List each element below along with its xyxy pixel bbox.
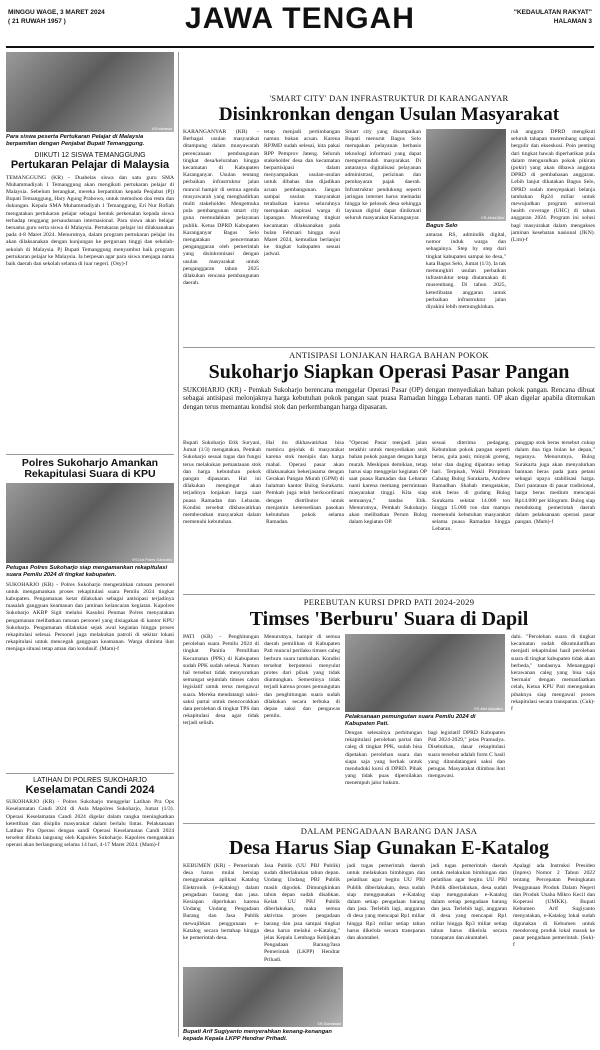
article-headline: Desa Harus Siap Gunakan E-Katalog: [228, 837, 550, 859]
article-lead: SUKOHARJO (KR) - Pemkab Sukoharjo berencana menggelar Operasi Pasar (OP) dengan menyediakan bahan pokok pangan. Rencana dibuat sebagai antisipasi melonjaknya harga kebutuhan pokok pangan saat puasa Ramadan hingga Lebaran nanti. OP akan digelar apabila ditemukan dengan terus memantau kondisi stok dan perkembangan harga dipasaran.: [183, 386, 595, 411]
article-headline: Pertukaran Pelajar di Malaysia: [10, 159, 170, 171]
masthead-rule: [6, 46, 594, 48]
article-body: SUKOHARJO (KR) - Polres Sukoharjo mengerahkan ratusan personel untuk mengamankan proses rekapitulasi suara Pemilu 2024 tingkat kabupaten. Pengamanan ketat dilakukan sebagai antisipasi terjadinya masalah gangguan keamanan dan jaminan kelancaran kegiatan. Kapolres Sukoharjo AKBP Sigit melalui Kasubsi Penmas Polres menyatakan pengamanan melibatkan ratusan personel yang disiagakan di kantor KPU Sukoharjo. Pengamanan dilakukan sejak awal kegiatan hingga proses rekapitulasi selesai. Personel juga melakukan patroli di sekitar lokasi rekapitulasi untuk mencegah gangguan keamanan. Warga diminta ikut menjaga situasi tetap aman dan kondusif. (Mam)-f: [6, 581, 174, 653]
article-kicker: ANTISIPASI LONJAKAN HARGA BAHAN POKOK: [289, 350, 489, 360]
article-body: sesuai diterima pedagang. Kebutuhan pokok pangan seperti beras, gula pasir, minyak goreng, telur dan daging dipantau setiap hari. Terpisah, Wakil Pimpinan Cabang Bulog Surakarta, Andrew Ramadhan Shahab mengatakan, stok beras di gudang Bulog Surakarta sekitar 14.000 ton hingga 15.000 ton dan mampu memenuhi kebutuhan masyarakat selama puasa Ramadan hingga Lebaran.: [432, 440, 510, 533]
article-body: dahi. "Perolehan suara di tingkat kecamatan sudah dikumulatifkan menjadi rekapitulasi hasil perolehan suara di tingkat kabupaten tidak akan berbeda," tandasnya. Menanggapi kerawanan caleg yang bisa saja 'bermain' dengan memanfaatkan celah, Ketua KPU Pati menegaskan pihaknya siap mengawal proses rekapitulasi secara transparan. (Cuk)-f: [511, 634, 595, 713]
article-kicker: 'SMART CITY' DAN INFRASTRUKTUR DI KARANGANYAR: [269, 93, 509, 103]
sidebar: [6, 52, 174, 1042]
photo-caption: Pelaksanaan pemungutan suara Pemilu 2024 di Kabupaten Pati.: [345, 714, 476, 727]
masthead: [6, 2, 594, 46]
photo-caption: Bupati Arif Sugiyanto menyerahkan kenang-kenangan kepada Kepala LKPP Hendrar Prihadi.: [183, 1029, 332, 1042]
article-body: tetap menjadi pertimbangan namun bukan acuan. Karena RPJMD sudah selesai, kita pakai RPP Pemprov Jateng. Seluruh stakeholder desa dan kecamatan berpartisipasi dalam menyampaikan usulan-usulan untuk dibahas dan dijadikan acuan pembangunan. Jangan sampai usulan masyarakat terabaikan karena seluruhnya merupakan aspirasi warga di lapangan. Musrenbang tingkat kecamatan dilaksanakan pada bulan Februari hingga awal Maret 2024, kemudian berlanjut ke tingkat kabupaten sesuai jadwal.: [264, 129, 340, 258]
article-body: Bupati Sukoharjo Etik Suryani, Jumat (1/3) mengatakan, Pemkab Sukoharjo sesuai tugas dan fungsi terus melakukan pemantauan stok dan harga kebutuhan pokok pangan dipasaran. Hal ini dilakukan mengingat akan terjadinya lonjakan harga saat puasa Ramadan dan Lebaran. Kondisi tersebut dikhawatirkan memberatkan masyarakat dalam memenuhi kebutuhan.: [183, 440, 261, 526]
article-body: antaran RS, admindik digital, nomor induk warga dan sebagainya. Step by step dari tingkat kabupaten sampai ke desa," kata Bagus Selo, Jumat (1/3). Ia tak memungkiri usulan perbaikan infrastruktur tetap diutamakan di musrenbang. Di tahun 2025, keterlibatan anggaran untuk perbaikan infrastruktur jalan diyakini lebih memungkinkan.: [426, 232, 506, 311]
sidebar-photo-caption: Petugas Polres Sukoharjo siap mengamankan rekapitulasi suara Pemilu 2024 di tingkat kabupaten.: [6, 564, 168, 578]
article-body: TEMANGGUNG (KR) - Duabelas siswa dan satu guru SMA Muhammadiyah 1 Temanggung akan mengikuti pertukaran pelajar di Malaysia. Sebelum berangkat, mereka berpamitan kepada Penjabat (Pj) Bupati Temanggung, Hary Agung Prabowo, untuk memohon doa restu dan dukungan. Kepala SMA Muhammadiyah 1 Temanggung, Eri Nur Rofiah mengatakan pertukaran pelajar sebagai bentuk perkenalan kepada siswa terhadap tenggang persaudaraan internasional. Para siswa akan belajar bersama guru serta siswa di Malaysia. Pertukaran pelajar ini dilaksanakan pada 4-8 Maret 2024. Menurutnya, dalam program pertukaran pelajar itu akan dilaksanakan dengan kunjungan ke perguruan tinggi dan sekolah-sekolah di Malaysia. Pj Bupati Temanggung menyambut baik program pertukaran pelajar ke Malaysia. Ia berpesan agar para siswa menjaga nama baik daerah dan sekolah selama di luar negeri. (Osy)-f: [6, 174, 174, 267]
photo-caption: Bagus Selo: [426, 223, 458, 229]
article-body: panggap stok beras tersebut cukup dalam dua tiga bulan ke depan," tegasnya. Menurutnya, Bulog Surakarta juga akan menyalurkan bantuan beras pada para petani sebagai upaya stabilisasi harga. Dari pantauan di pasar tradisional, harga beras medium mencapai Rp14.000 per kilogram. Bulog siap mendukung pemerintah daerah dalam pelaksanaan operasi pasar pangan. (Mam)-f: [515, 440, 595, 526]
article-kicker: LATIHAN DI POLRES SUKOHARJO: [33, 776, 147, 784]
article-body: jadi tugas pemerintah daerah untuk melakukan bimbingan dan pelatihan agar begitu UU PBJ Publik diberlakukan, desa sudah siap menggunakan e-Katalog dalam setiap pengadaan barang dan jasa. Terlebih lagi, anggaran di desa yang mencapai Rp1 miliar hingga Rp3 miliar setiap tahun harus dikelola secara transparan dan akuntabel.: [347, 863, 425, 942]
article-body: Menurutnya, hampir di semua daerah pemilihan di Kabupaten Pati muncul perilaku timses caleg berburu suara tambahan. Kondisi tersebut berpotensi menyulut protes dari pihak yang tidak diuntungkan. Semestinya tidak terjadi karena proses pemungutan dan penghitungan suara sudah dilakukan secara terbuka di depan saksi dan pengawas pemilu.: [264, 634, 340, 720]
article-photo-bagus-selo: KR-Abdul Alim: [426, 129, 506, 221]
article-body: PATI (KR) - Penghitungan perolehan suara Pemilu 2024 di tingkat Panitia Pemilihan Kecamatan (PPK) di Kabupaten sudah PPK sudah selesai. Namun hal tersebut tidak menyurutkan semangat sejumlah timses calon legislatif untuk terus mengawal suara. Mereka mendatangi saksi-saksi partai untuk mencocokkan data perolehan di tingkat TPS dan rekapitulasi desa agar tidak terjadi selisih.: [183, 634, 259, 727]
masthead-page: "KEDAULATAN RAKYAT" HALAMAN 3: [513, 9, 592, 25]
article-headline: Polres Sukoharjo Amankan Rekapitulasi Suara di KPU: [21, 456, 159, 480]
article-karanganyar: [183, 93, 595, 343]
sidebar-photo-caption: Para siswa peserta Pertukaran Pelajar di Malaysia berpamitan dengan Penjabat Bupati Temanggung.: [6, 134, 145, 147]
article-headline: Timses 'Berburu' Suara di Dapil: [249, 608, 529, 630]
article-body: SUKOHARJO (KR) - Polres Sukoharjo menggelar Latihan Pra Ops Keselamatan Candi 2024 di Aula Mapolres Sukoharjo, Jumat (1/3). Operasi Keselamatan Candi 2024 digelar dalam rangka meningkatkan ketertiban dan disiplin masyarakat dalam berlalu lintas. Pelaksanaan Latihan Pra Operasi dengan sandi Operasi Keselamatan Candi 2024 tersebut dibuka langsung oleh Kapolres Sukoharjo. Kapolres mengatakan operasi akan berlangsung selama 14 hari, 4-17 Maret 2024. (Mam)-f: [6, 799, 174, 849]
article-body: ruh anggota DPRD mengikuti seluruh tahapan musrenbang sampai bergulir dan ekseskusi. Poin penting dari tingkat bawah diperhatikan pula dalam mengusulkan pokok pikiran (pokir) yang akan dibawa anggota DPRD di pembahasan anggaran. Lebih lanjut dikatakan Bagus Selo, DPRD sudah menyepakati belanja tambahan Rp24 miliar untuk mewujudkan program universal health coverage (UHC) di tahun anggaran 2024. Program ini solusi bagi masyarakat dalam mengakses jaminan kesehatan nasional (JKN). (Lim)-f: [511, 129, 595, 244]
article-kicker: PEREBUTAN KURSI DPRD PATI 2024-2029: [303, 597, 475, 607]
article-body: Apalagi ada Instruksi Presiden (Inpres) Nomor 2 Tahun 2022 tentang Percepatan Peningkatan Penggunaan Produk Dalam Negeri dan Produk Usaha Mikro Kecil dan Koperasi (UMKK). Bupati Kebumen Arif Sugiyanto menyatakan, e-Katalog lokal sudah digunakan di Kebumen untuk mendorong produk lokal masuk ke pasar pengadaan pemerintah. (Suk)-f: [513, 863, 595, 949]
article-body: KEBUMEN (KR) - Pemerintah desa harus mulai bersiap menggunakan aplikasi Katalog Elektronik (e-Katalog) dalam pengadaan barang dan jasa. Kesiapan diperlukan karena Undang Undang Pengadaan Barang dan Jasa Publik mewajibkan penggunaan e-Katalog secara bertahap hingga ke pemerintah desa.: [183, 863, 259, 942]
article-pati-timses: [183, 597, 595, 819]
article-body: KARANGANYAR (KR) - Berbagai usulan masyarakat ditampung dalam musyawarah perencanaan pembangunan tingkat desa/kelurahan hingga kecamatan di Kabupaten Karanganyar. Usulan tentang perbaikan infrastruktur jalan muncul hampir di semua agenda musyawarah yang menghadirkan multi stakeholder. Mengemuka pula pembangunan smart city guna memudahkan pelayanan publik. Ketua DPRD Kabupaten Karanganyar Bagus Selo mengatakan pencermatan penganggaran oleh pemerintah yang disinkronisasi dengan usulan masyarakat untuk penganggaran tahun 2025 dilakukan rencana pembangunan daerah.: [183, 129, 259, 287]
article-body: Dengan selesainya perhitungan rekapitulasi perolehan partai dan caleg di tingkat PPK, sudah bisa dipetakan perolehan suara dan siapa saja yang berhak untuk menduduki kursi di DPRD. Pihak yang tidak puas dipersilakan menempuh jalur hukum.: [345, 730, 422, 787]
article-kicker: DALAM PENGADAAN BARANG DAN JASA: [300, 826, 478, 836]
sidebar-photo-students: KR-Istimewa: [6, 52, 174, 132]
article-headline: Sukoharjo Siapkan Operasi Pasar Pangan: [208, 361, 570, 383]
article-body: Hal itu dikhawatirkan bisa memicu gejolak di masyarakat karena stok menipis dan harga mahal. Operasi pasar akan dilaksanakan bekerjasama dengan Gerakan Pangan Murah (GPM) di halaman kantor Bulog Surakarta. Pemkab juga telah berkoordinasi dengan distributor untuk menjamin ketersediaan pasokan kebutuhan pokok selama Ramadan.: [266, 440, 344, 526]
article-headline: Disinkronkan dengan Usulan Masyarakat: [218, 104, 560, 125]
article-kebumen-ekatalog: [183, 826, 595, 1044]
article-sukoharjo-pangan: [183, 350, 595, 590]
article-kicker: DIIKUTI 12 SISWA TEMANGGUNG: [34, 152, 146, 159]
masthead-date: MINGGU WAGE, 3 MARET 2024 ( 21 RUWAH 1957 ): [8, 9, 105, 25]
article-body: "Operasi Pasar menjadi jalan terakhir untuk menyediakan stok bahan pokok pangan dengan harga murah. Meskipun demikian, tetap harus siap menggelar kegiatan OP saat puasa Ramadan dan Lebaran nanti karena memang permintaan masyarakat tinggi. Kita siap semuanya," tandas Etik. Menurutnya, Pemkab Sukoharjo akan melibatkan Perum Bulog dalam kegiatan OP.: [349, 440, 427, 526]
masthead-title: JAWA TENGAH: [185, 2, 415, 35]
article-headline: Keselamatan Candi 2024: [25, 783, 155, 796]
article-body: Jasa Publik (UU PBJ Publik) sudah diberlakukan tahun depan. Undang Undang PBJ Publik masih digodok. Dimungkinkan tahun depan sudah disahkan. Kelak UU PBJ Publik diberlakukan, maka semua aktivitas proses pengadaan barang dan jasa sampai tingkat desa harus melalui e-Katalog," jelas Kepala Lembaga Kebijakan Pengadaan Barang/Jasa Pemerintah (LKPP) Hendrar Prihadi.: [264, 863, 340, 963]
sidebar-photo-police: KR-Dok Polres Sukoharjo: [6, 483, 174, 563]
article-body: bagi legislatif DPRD Kabupaten Pati 2024-2029," jelas Pramudya. Disebutkan, dasar rekapitulasi suara tersebut adalah form C hasil yang ditandatangani saksi dan petugas. Masyarakat diimbau ikut mengawasi.: [428, 730, 505, 780]
article-photo-bupati: KR-Sukmawan: [183, 967, 343, 1027]
article-body: jadi tugas pemerintah daerah untuk melakukan bimbingan dan pelatihan agar begitu UU PBJ Publik diberlakukan, desa sudah siap menggunakan e-Katalog dalam setiap pengadaan barang dan jasa. Terlebih lagi, anggaran di desa yang mencapai Rp1 miliar hingga Rp3 miliar setiap tahun harus dikelola secara transparan dan akuntabel.: [431, 863, 507, 942]
article-body: Smart city yang disampaikan Bupati menurut Bagus Selo merupakan pelayanan berbasis teknologi informasi yang dapat mempermudah masyarakat. Di antaranya digitalisasi pelayanan administrasi, perizinan dan pembayaran pajak daerah. Infrastruktur pendukung seperti jaringan internet harus memadai hingga ke pelosok desa sehingga layanan digital dapat dinikmati seluruh masyarakat Karanganyar.: [345, 129, 421, 222]
article-photo-voting: KR-Aled Alpiyatius: [345, 634, 505, 712]
